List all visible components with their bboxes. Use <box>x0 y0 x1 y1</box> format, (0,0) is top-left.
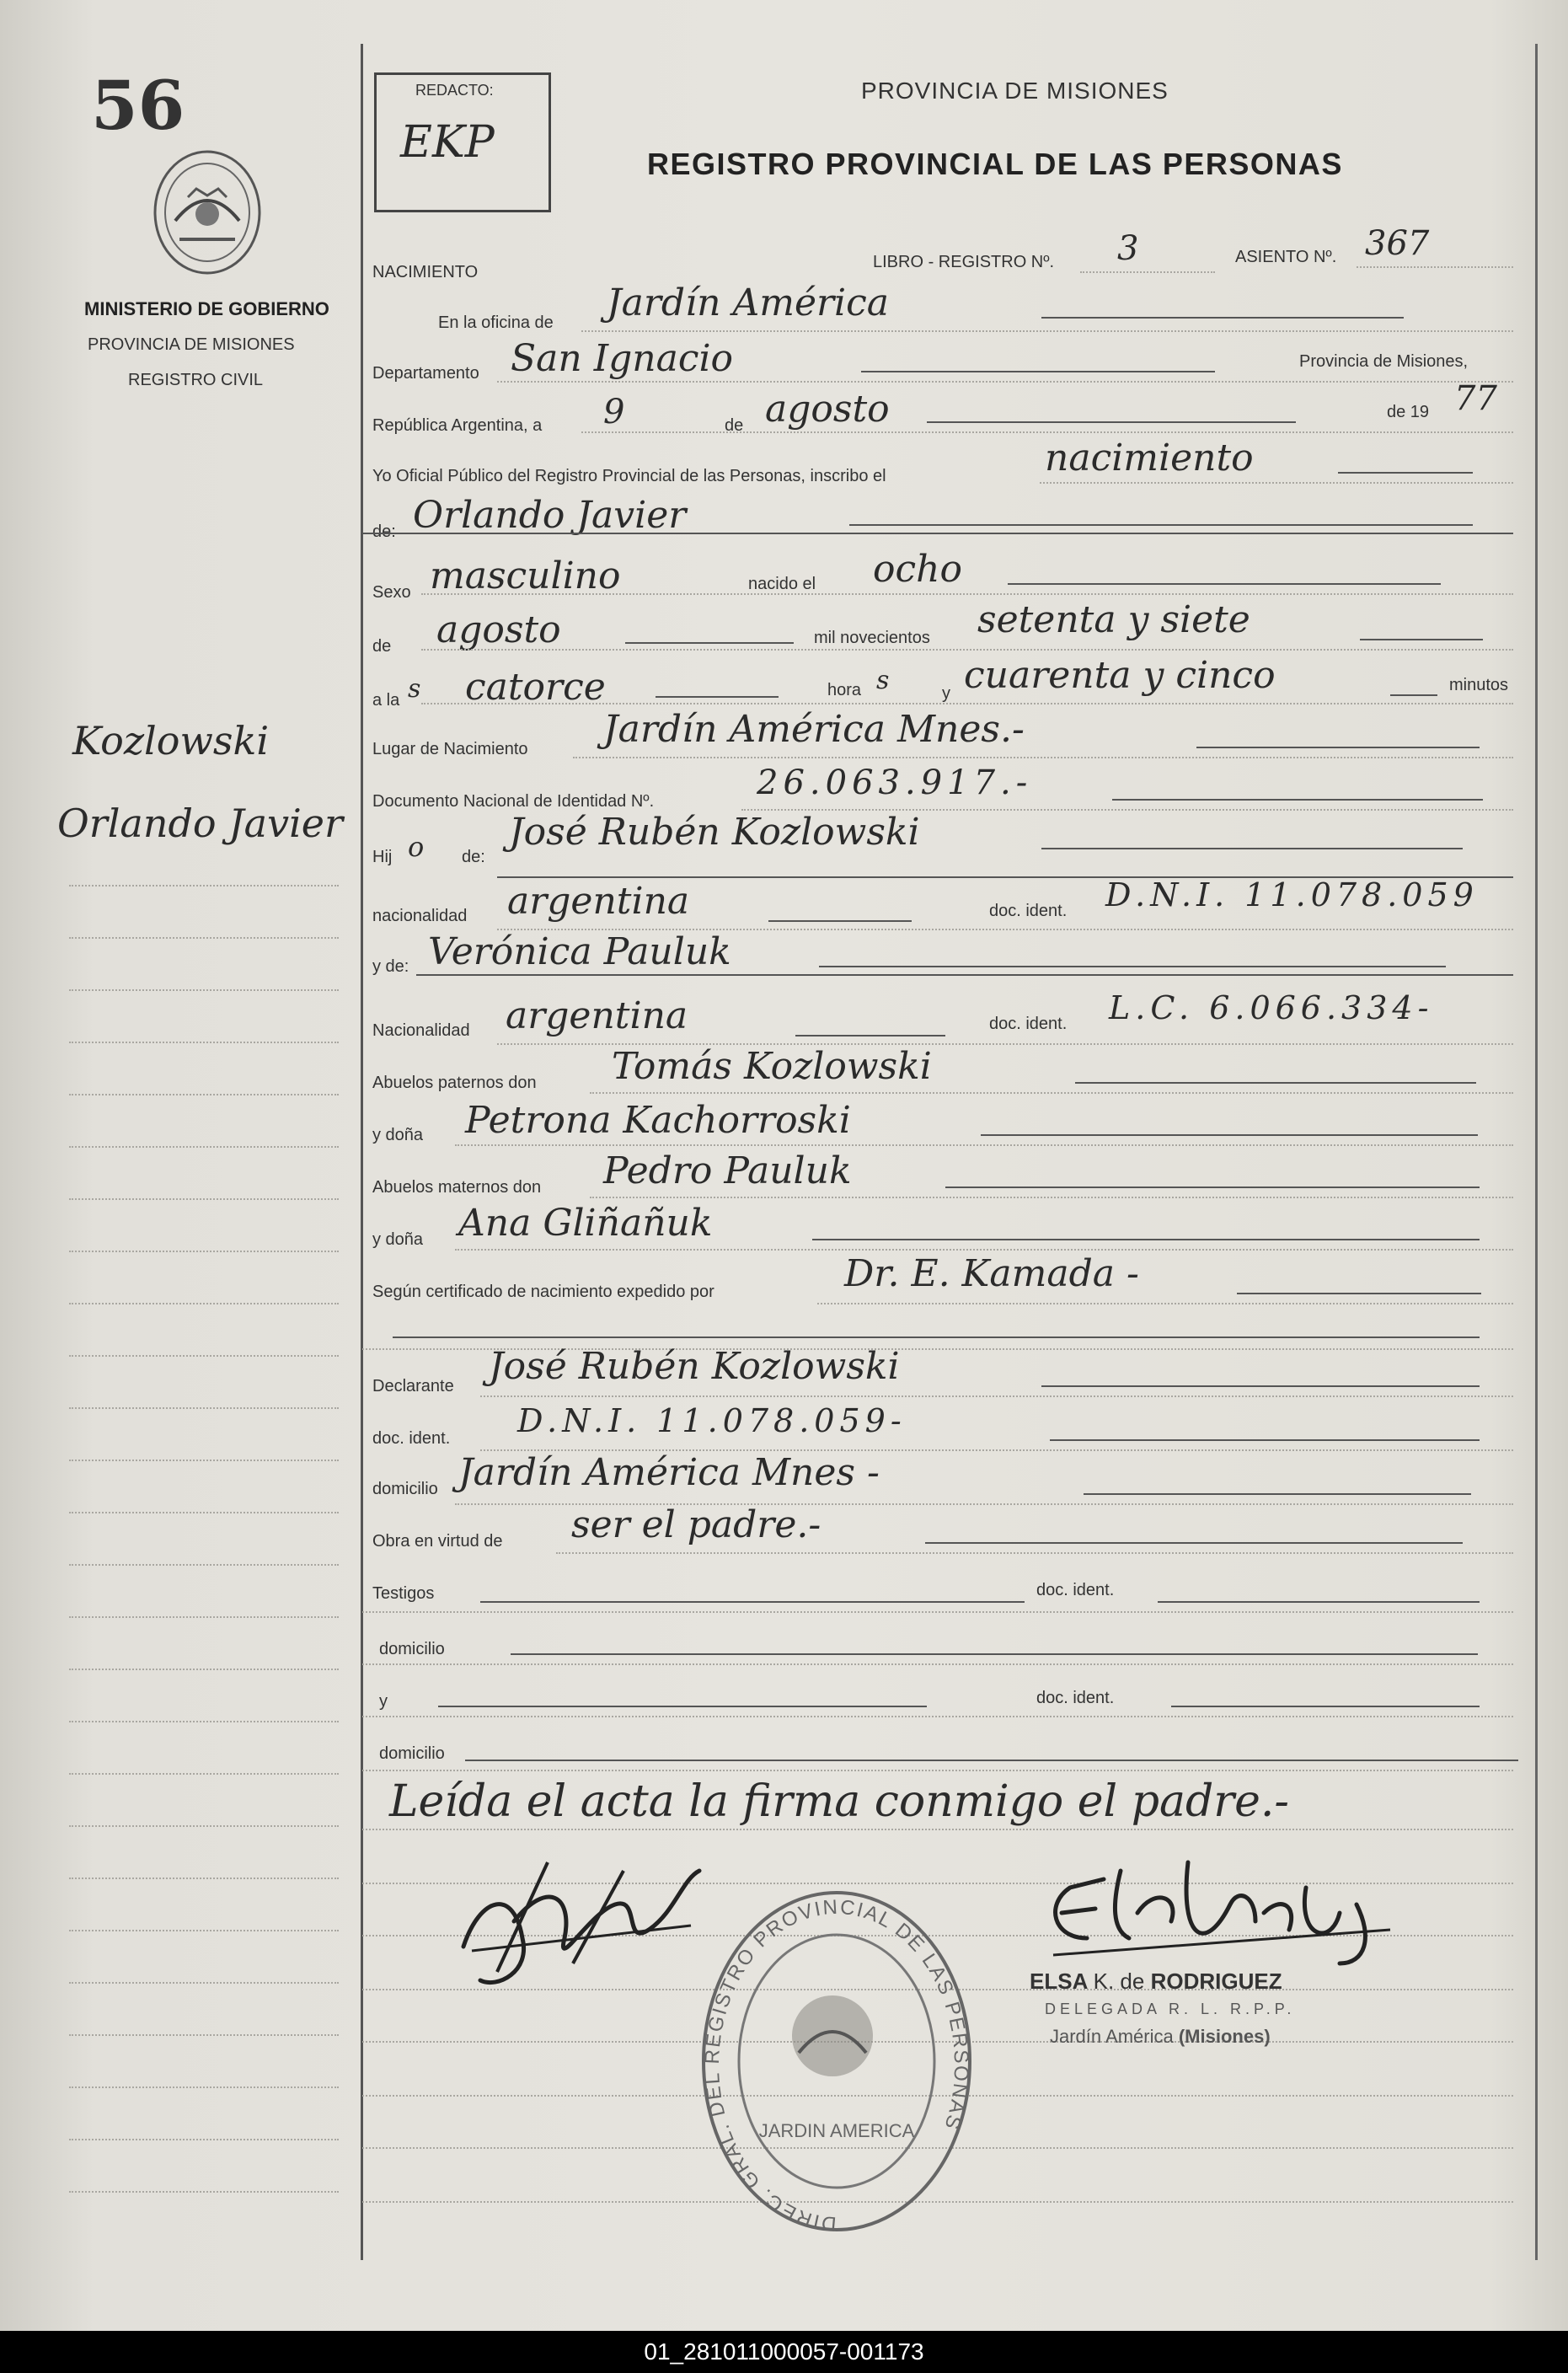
margin-line <box>69 1564 339 1566</box>
de-nombre-label: de: <box>372 522 396 541</box>
margin-line <box>69 885 339 887</box>
oficina-value: Jardín América <box>607 281 889 324</box>
anio-nac-value-text: setenta y siete <box>977 598 1250 641</box>
officer-name-part1: ELSA <box>1030 1969 1088 1994</box>
docident4-label: doc. ident. <box>1036 1581 1115 1599</box>
act-type: NACIMIENTO <box>372 263 479 281</box>
margin-line <box>69 2191 339 2193</box>
abuelo-pat-value: Tomás Kozlowski <box>612 1045 932 1088</box>
oficial-label: Yo Oficial Público del Registro Provincial de las Personas, inscribo el <box>372 467 886 485</box>
margin-line <box>69 1146 339 1148</box>
margin-given-names: Orlando Javier <box>57 801 344 846</box>
asiento-label: ASIENTO Nº. <box>1235 248 1337 266</box>
ministry-line1: MINISTERIO DE GOBIERNO <box>84 298 329 319</box>
declarante-value: José Rubén Kozlowski <box>489 1345 900 1388</box>
margin-line <box>69 1460 339 1461</box>
nacionalidad2-label: Nacionalidad <box>372 1021 470 1040</box>
libro-label: LIBRO - REGISTRO Nº. <box>873 253 1055 271</box>
margin-line <box>69 1669 339 1670</box>
hijo-de-label: de: <box>462 848 485 866</box>
lugar-value: Jardín América Mnes.- <box>603 708 1025 751</box>
officer-office-province: (Misiones) <box>1178 2026 1271 2047</box>
alas-suffix: s <box>408 674 421 704</box>
domicilio-label: domicilio <box>372 1480 438 1498</box>
obra-value: ser el padre.- <box>571 1503 821 1546</box>
domicilio2-label: domicilio <box>379 1640 445 1658</box>
hora-value: catorce <box>465 666 606 709</box>
page-number: 56 <box>91 66 185 145</box>
hijo-suffix: o <box>408 831 425 863</box>
redacto-label: REDACTO: <box>415 82 494 99</box>
libro-value: 3 <box>1117 229 1139 268</box>
margin-line <box>69 937 339 939</box>
margin-surname: Kozlowski <box>72 718 270 763</box>
abuelos-pat-label: Abuelos paternos don <box>372 1074 537 1092</box>
margin-line <box>69 1303 339 1304</box>
doc-madre-value: L.C. 6.066.334- <box>1109 989 1434 1026</box>
svg-text:JARDIN AMERICA: JARDIN AMERICA <box>758 2120 915 2141</box>
de2-label: de <box>372 637 392 656</box>
margin-line <box>69 1930 339 1931</box>
nac-madre-value: argentina <box>506 994 688 1037</box>
mes-value: agosto <box>765 388 890 431</box>
right-border <box>1535 44 1538 2260</box>
margin-line <box>69 1512 339 1513</box>
certificado-label: Según certificado de nacimiento expedido por <box>372 1283 714 1301</box>
inscribo-value: nacimiento <box>1045 437 1254 479</box>
mes-nac-value: agosto <box>436 608 561 651</box>
nac-padre-value: argentina <box>507 880 690 923</box>
officer-name <box>1030 1969 1282 1995</box>
margin-line <box>69 1878 339 1879</box>
documento-label: Documento Nacional de Identidad Nº. <box>372 792 655 811</box>
official-stamp <box>698 1884 976 2238</box>
madre-value: Verónica Pauluk <box>428 930 731 973</box>
margin-line <box>69 1407 339 1409</box>
domicilio3-label: domicilio <box>379 1744 445 1763</box>
margin-line <box>69 2139 339 2140</box>
certificado-value: Dr. E. Kamada - <box>844 1252 1139 1295</box>
margin-line <box>69 2086 339 2088</box>
svg-text:DIREC. GRAL. DEL REGISTRO PROV: DIREC. GRAL. DEL REGISTRO PROVINCIAL DE LAS PERSONAS <box>700 1895 973 2236</box>
declarante-label: Declarante <box>372 1377 454 1395</box>
margin-line <box>69 1355 339 1357</box>
anio-label: de 19 <box>1387 403 1430 421</box>
y2-label: y <box>379 1692 388 1711</box>
nacido-label: nacido el <box>748 575 816 593</box>
alas-label: a la <box>372 691 400 710</box>
margin-line <box>69 1825 339 1827</box>
yde-label: y de: <box>372 957 409 976</box>
nombre-value: Orlando Javier <box>413 494 687 537</box>
officer-office-city: Jardín América <box>1050 2026 1174 2047</box>
hora-suffix: s <box>876 666 890 695</box>
hora-label: hora <box>827 681 862 699</box>
officer-office <box>1050 2026 1271 2048</box>
departamento-label: Departamento <box>372 364 479 383</box>
margin-line <box>69 1251 339 1252</box>
abuela-mat-value: Ana Gliñañuk <box>458 1202 713 1245</box>
coat-of-arms-seal <box>150 147 265 278</box>
lugar-label: Lugar de Nacimiento <box>372 740 528 758</box>
margin-line <box>69 1094 339 1095</box>
minutos-label: minutos <box>1449 676 1509 694</box>
provincia-label: Provincia de Misiones, <box>1299 352 1469 371</box>
footer-image-id: 01_281011000057-001173 <box>0 2331 1568 2373</box>
header-province: PROVINCIA DE MISIONES <box>861 78 1169 104</box>
minutos-value: cuarenta y cinco <box>964 654 1276 697</box>
departamento-value: San Ignacio <box>511 337 734 380</box>
declarant-signature <box>447 1845 716 1997</box>
ministry-line3: REGISTRO CIVIL <box>128 371 264 389</box>
abuelos-mat-label: Abuelos maternos don <box>372 1178 542 1197</box>
ministry-line2: PROVINCIA DE MISIONES <box>88 335 295 354</box>
margin-line <box>69 1042 339 1043</box>
left-border <box>361 44 363 2260</box>
mil-label: mil novecientos <box>814 629 930 647</box>
ydona-label: y doña <box>372 1126 424 1144</box>
officer-name-part3: RODRIGUEZ <box>1150 1969 1282 1994</box>
margin-line <box>69 1616 339 1618</box>
officer-name-part2: K. de <box>1093 1969 1145 1994</box>
ydona2-label: y doña <box>372 1230 424 1249</box>
margin-line <box>69 2034 339 2036</box>
officer-role: DELEGADA R. L. R.P.P. <box>1045 2001 1296 2017</box>
oficina-label: En la oficina de <box>438 313 554 332</box>
redacto-box <box>374 72 551 212</box>
obra-label: Obra en virtud de <box>372 1532 503 1551</box>
domicilio-value: Jardín América Mnes - <box>458 1451 880 1494</box>
closing-statement: Leída el acta la firma conmigo el padre.- <box>389 1776 1290 1827</box>
margin-line <box>69 1773 339 1775</box>
docident-label: doc. ident. <box>989 902 1068 920</box>
sexo-value: masculino <box>430 554 621 597</box>
padre-value: José Rubén Kozlowski <box>509 811 920 854</box>
documento-value: 26.063.917.- <box>757 763 1033 802</box>
doc-decl-value: D.N.I. 11.078.059- <box>517 1402 907 1439</box>
docident3-label: doc. ident. <box>372 1429 451 1448</box>
docident2-label: doc. ident. <box>989 1015 1068 1033</box>
asiento-value: 367 <box>1365 224 1430 263</box>
abuela-pat-value: Petrona Kachorroski <box>465 1099 851 1142</box>
dia-value: 9 <box>603 393 625 431</box>
officer-signature <box>1036 1837 1407 1972</box>
de-label: de <box>725 416 744 435</box>
y-label: y <box>942 684 950 703</box>
sexo-label: Sexo <box>372 583 411 602</box>
margin-line <box>69 989 339 991</box>
margin-line <box>69 1721 339 1722</box>
nacionalidad-label: nacionalidad <box>372 907 468 925</box>
doc-padre-value: D.N.I. 11.078.059 <box>1105 876 1479 913</box>
header-title: REGISTRO PROVINCIAL DE LAS PERSONAS <box>647 147 1343 181</box>
margin-line <box>69 1198 339 1200</box>
republica-label: República Argentina, a <box>372 416 543 435</box>
redacto-initials: EKP <box>400 117 495 168</box>
margin-line <box>69 1982 339 1984</box>
testigos-label: Testigos <box>372 1584 435 1603</box>
docident5-label: doc. ident. <box>1036 1689 1115 1707</box>
nacido-value: ocho <box>873 548 962 591</box>
anio-value: 77 <box>1454 379 1497 418</box>
abuelo-mat-value: Pedro Pauluk <box>603 1149 852 1192</box>
hijo-label: Hij <box>372 848 393 866</box>
